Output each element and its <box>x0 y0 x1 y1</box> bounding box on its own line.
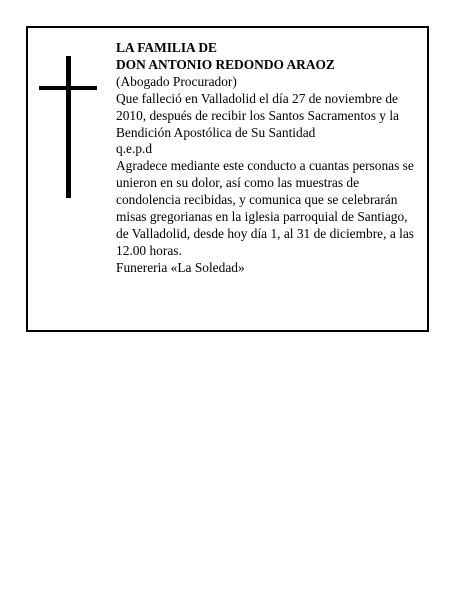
heading-family: LA FAMILIA DE <box>116 40 217 55</box>
death-paragraph: Que falleció en Valladolid el día 27 de noviembre de 2010, después de recibir los Santos Sacramentos y la Bendición Apostólica de Su Santidad <box>116 90 400 140</box>
rip-line: q.e.p.d <box>116 141 153 157</box>
cross-vertical-bar <box>66 56 71 198</box>
obituary-notice <box>26 26 429 332</box>
profession-line: (Abogado Procurador) <box>116 73 237 89</box>
cross-horizontal-bar <box>39 86 97 90</box>
notice-text <box>116 40 422 277</box>
funeral-home-line: Funereria «La Soledad» <box>116 259 245 275</box>
heading-deceased-name: DON ANTONIO REDONDO ARAOZ <box>116 56 335 72</box>
thanks-paragraph: Agradece mediante este conducto a cuantas personas se unieron en su dolor, así como las muestras de condolencia recibidas, y comunica que se celebrarán misas gregorianas en la iglesia parroquial de Santiago, de Valladolid, desde hoy día 1, al 31 de diciembre, a las 12.00 horas. <box>116 158 414 258</box>
